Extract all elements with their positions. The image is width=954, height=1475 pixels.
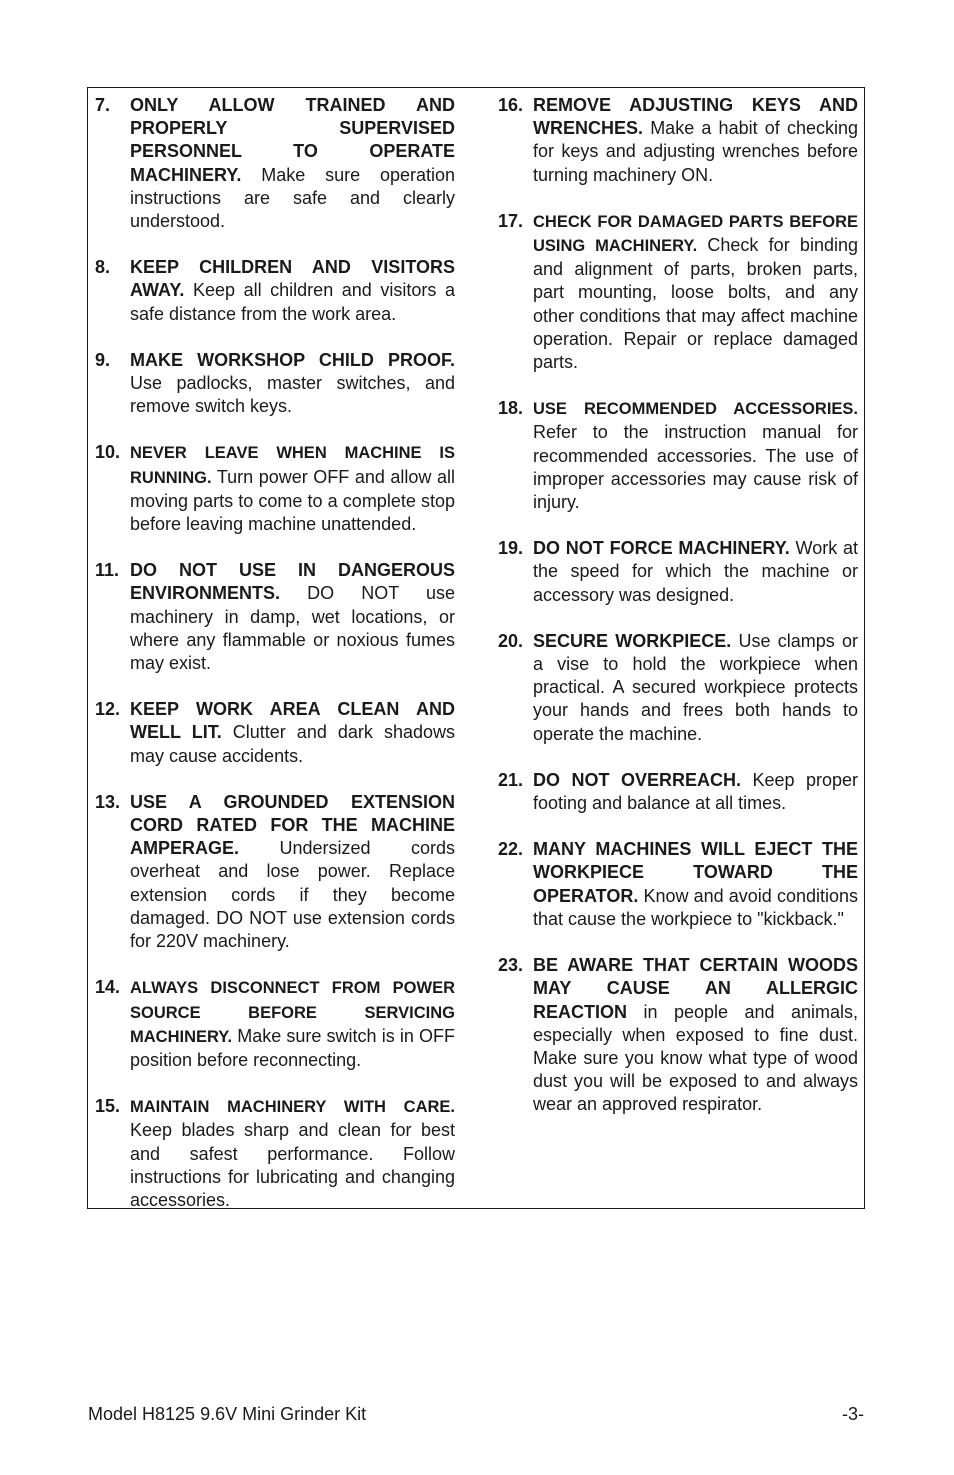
rule-number: 15. — [95, 1096, 121, 1117]
rule-11 — [95, 559, 455, 675]
rule-20 — [498, 630, 858, 746]
rule-18 — [498, 397, 858, 514]
rule-19 — [498, 537, 858, 607]
page-number: -3- — [842, 1404, 864, 1424]
rule-number: 11. — [95, 560, 120, 581]
rule-number: 21. — [498, 769, 524, 790]
rule-heading: MANY MACHINES WILL EJECT THE WORKPIECE TOWARD THE OPERATOR. — [533, 839, 858, 906]
rule-heading: NEVER LEAVE WHEN MACHINE IS RUNNING. — [130, 444, 455, 487]
rule-number: 19. — [498, 538, 524, 559]
rule-23 — [498, 954, 858, 1116]
rule-heading: MAINTAIN MACHINERY WITH CARE. — [130, 1098, 455, 1117]
rule-heading: ALWAYS DISCONNECT FROM POWER SOURCE BEFORE SERVICING MACHINERY. — [130, 979, 455, 1046]
rule-body: Make sure switch is in OFF position before reconnecting. — [130, 1025, 455, 1070]
rule-heading: REMOVE ADJUSTING KEYS AND WRENCHES. — [533, 95, 858, 139]
rule-body: Work at the speed for which the machine or accessory was designed. — [533, 538, 859, 605]
rule-number: 18. — [498, 398, 524, 419]
rule-number: 23. — [498, 955, 524, 976]
rule-heading: KEEP CHILDREN AND VISITORS AWAY. — [130, 257, 455, 301]
rule-number: 8. — [95, 257, 111, 278]
rule-heading: DO NOT FORCE MACHINERY. — [533, 538, 790, 559]
rule-10 — [95, 441, 455, 536]
rule-8 — [95, 256, 455, 326]
rule-body: Turn power OFF and allow all moving parts to come to a complete stop before leaving machine unattended. — [130, 466, 455, 535]
rule-15 — [95, 1095, 455, 1212]
rule-number: 10. — [95, 442, 121, 463]
rule-heading: DO NOT OVERREACH. — [533, 769, 741, 790]
rule-body: DO NOT use machinery in damp, wet locations, or where any flammable or noxious fumes may exist. — [130, 583, 455, 674]
rule-number: 13. — [95, 791, 121, 812]
rule-12 — [95, 698, 455, 768]
rule-16 — [498, 94, 858, 187]
rule-heading: MAKE WORKSHOP CHILD PROOF. — [130, 349, 455, 370]
rule-heading: KEEP WORK AREA CLEAN AND WELL LIT. — [130, 699, 455, 743]
rule-number: 7. — [95, 95, 111, 115]
rule-heading: DO NOT USE IN DANGEROUS ENVIRONMENTS. — [130, 560, 455, 604]
rule-heading: SECURE WORKPIECE. — [533, 630, 732, 651]
rule-number: 22. — [498, 839, 524, 860]
rule-body: Refer to the instruction manual for recommended accessories. The use of improper accessories may cause risk of injury. — [533, 422, 858, 513]
rule-heading: USE RECOMMENDED ACCESSORIES. — [533, 400, 858, 419]
rule-body: Undersized cords overheat and lose power. Replace extension cords if they become damaged. DO NOT use extension cords for 220V machinery. — [130, 838, 455, 952]
rule-heading: ONLY ALLOW TRAINED AND PROPERLY SUPERVISED PERSONNEL TO OPERATE MACHINERY. — [130, 95, 455, 185]
rule-number: 20. — [498, 630, 524, 651]
rule-number: 16. — [498, 95, 524, 115]
rule-number: 9. — [95, 349, 111, 370]
rule-number: 14. — [95, 977, 121, 998]
rule-body: Clutter and dark shadows may cause accidents. — [130, 722, 455, 766]
rule-body: Keep all children and visitors a safe distance from the work area. — [130, 280, 455, 324]
rule-body: Know and avoid conditions that cause the workpiece to "kickback." — [533, 885, 858, 929]
rule-21 — [498, 769, 858, 815]
rule-body: Check for binding and alignment of parts, broken parts, part mounting, loose bolts, and any other conditions that may affect machine operation. Repair or replace damaged parts. — [533, 235, 858, 373]
rule-number: 12. — [95, 699, 121, 720]
rule-heading: BE AWARE THAT CERTAIN WOODS MAY CAUSE AN ALLERGIC REACTION — [533, 955, 858, 1022]
right-column — [498, 94, 858, 1140]
rule-17 — [498, 210, 858, 374]
rule-body: Keep blades sharp and clean for best and safest performance. Follow instructions for lubricating and changing accessories. — [130, 1120, 455, 1210]
footer-model: Model H8125 9.6V Mini Grinder Kit — [88, 1404, 367, 1424]
rule-body: Make sure operation instructions are safe and clearly understood. — [130, 164, 455, 232]
rule-body: Use clamps or a vise to hold the workpiece when practical. A secured workpiece protects your hands and frees both hands to operate the machine. — [533, 630, 858, 744]
rule-body: in people and animals, especially when exposed to fine dust. Make sure you know what type of wood dust you will be exposed to and always wear an approved respirator. — [533, 1001, 858, 1115]
rule-body: Make a habit of checking for keys and adjusting wrenches before turning machinery ON. — [533, 118, 858, 185]
left-column — [95, 94, 455, 1235]
rule-body: Keep proper footing and balance at all times. — [533, 769, 858, 814]
rule-body: Use padlocks, master switches, and remove switch keys. — [130, 373, 455, 417]
rule-7 — [95, 94, 455, 233]
rule-13 — [95, 791, 455, 953]
rule-number: 17. — [498, 210, 524, 231]
rule-22 — [498, 838, 858, 931]
rule-14 — [95, 976, 455, 1072]
rule-heading: CHECK FOR DAMAGED PARTS BEFORE USING MACHINERY. — [533, 212, 858, 256]
rule-heading: USE A GROUNDED EXTENSION CORD RATED FOR THE MACHINE AMPERAGE. — [130, 791, 455, 859]
rule-9 — [95, 349, 455, 419]
